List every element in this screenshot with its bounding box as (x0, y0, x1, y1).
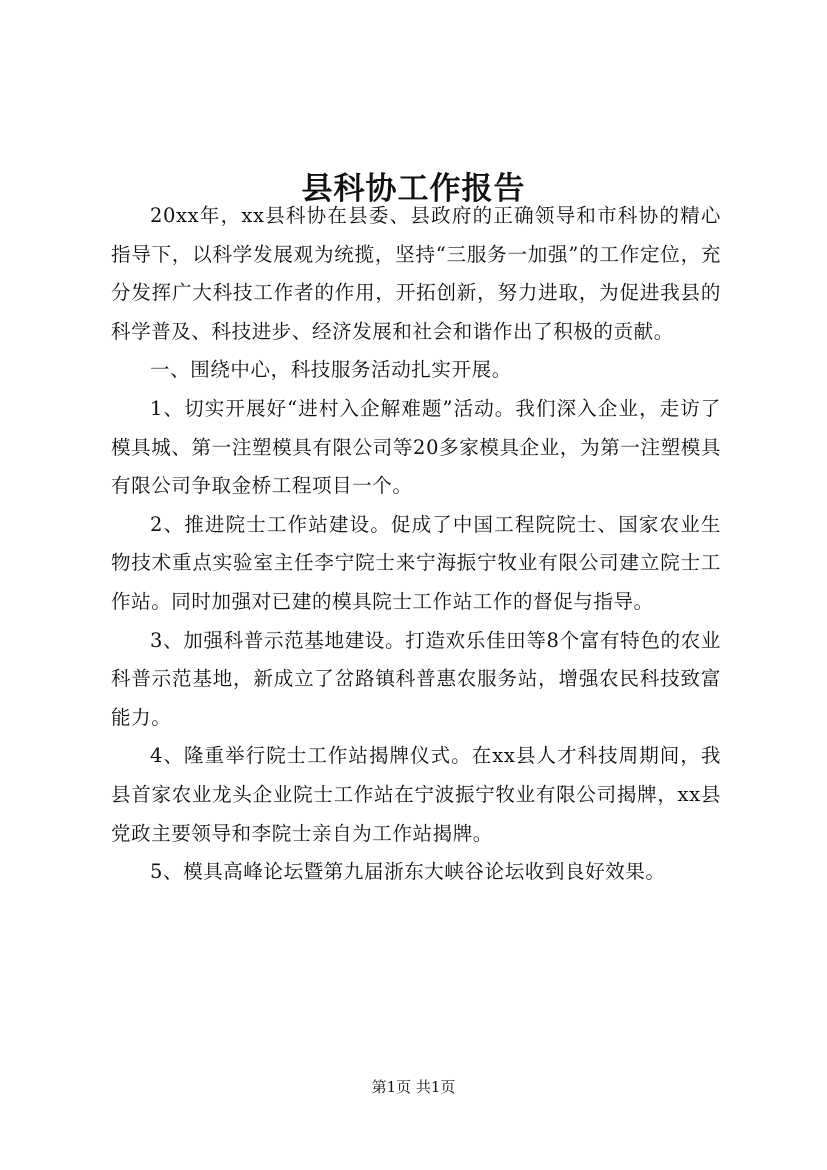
page-number-footer: 第1页 共1页 (371, 1078, 456, 1096)
document-title: 县科协工作报告 (301, 170, 526, 207)
paragraph-intro: 20xx年，xx县科协在县委、县政府的正确领导和市科协的精心指导下，以科学发展观为统揽，坚持“三服务一加强”的工作定位，充分发挥广大科技工作者的作用，开拓创新，努力进取，为促进我县的科学普及、科技进步、经济发展和社会和谐作出了积极的贡献。 (111, 204, 721, 343)
paragraph-item-4: 4、隆重举行院士工作站揭牌仪式。在xx县人才科技周期间，我县首家农业龙头企业院士工作站在宁波振宁牧业有限公司揭牌，xx县党政主要领导和李院士亲自为工作站揭牌。 (111, 744, 721, 845)
section-heading-1: 一、围绕中心，科技服务活动扎实开展。 (150, 358, 512, 382)
paragraph-item-1: 1、切实开展好“进村入企解难题”活动。我们深入企业，走访了模具城、第一注塑模具有限公司等20多家模具企业，为第一注塑模具有限公司争取金桥工程项目一个。 (111, 396, 721, 498)
document-body (111, 197, 721, 892)
paragraph-item-5: 5、模具高峰论坛暨第九届浙东大峡谷论坛收到良好效果。 (150, 860, 666, 884)
paragraph-item-3: 3、加强科普示范基地建设。打造欢乐佳田等8个富有特色的农业科普示范基地，新成立了岔路镇科普惠农服务站，增强农民科技致富能力。 (111, 628, 721, 729)
paragraph-item-2: 2、推进院士工作站建设。促成了中国工程院院士、国家农业生物技术重点实验室主任李宁院士来宁海振宁牧业有限公司建立院士工作站。同时加强对已建的模具院士工作站工作的督促与指导。 (111, 512, 721, 613)
